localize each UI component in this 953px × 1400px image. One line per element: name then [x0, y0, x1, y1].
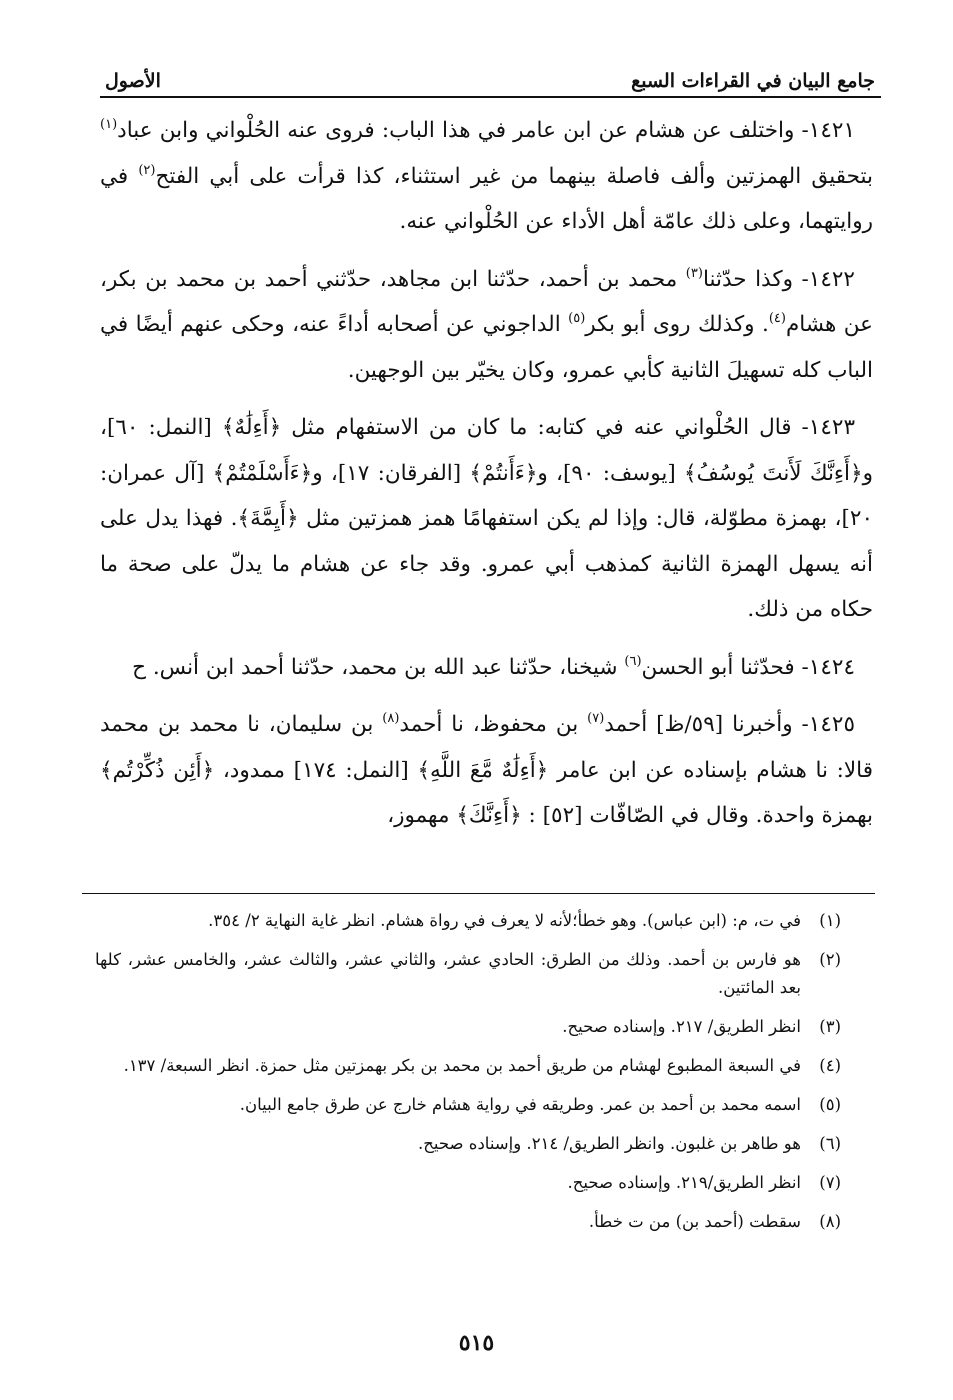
footnote-2: (٢)هو فارس بن أحمد. وذلك من الطرق: الحادي عشر، والثاني عشر، والثالث عشر، والخامس عشر، كلها بعد المائتين. [95, 950, 841, 997]
running-header [105, 52, 875, 92]
page-number: ٥١٥ [458, 1330, 495, 1356]
quran-quote: ﴿أَئِن ذُكِّرْتُم﴾ [100, 757, 215, 783]
quran-quote: ﴿ءَأَنتُمْ﴾ [469, 460, 538, 486]
paragraph-1424: ١٤٢٤- فحدّثنا أبو الحسن$^{(٦)}$ شيخنا، حدّثنا عبد الله بن محمد، حدّثنا أحمد ابن أنس. ح [132, 653, 855, 680]
footnote-separator [82, 893, 875, 894]
quran-quote: ﴿ءَأَسْلَمْتُمْ﴾ [212, 460, 313, 486]
section-title: الأصول [105, 70, 161, 92]
footnote-7: (٧)انظر الطريق/٢١٩. وإسناده صحيح. [567, 1173, 841, 1192]
quran-quote: ﴿أَءِلَٰهٌ مَّعَ اللَّهِ﴾ [417, 757, 549, 783]
quran-quote: ﴿أَءِنَّكَ﴾ [456, 803, 522, 828]
quran-quote: ﴿أَيِمَّةَ﴾ [237, 506, 299, 531]
footnote-ref-2: (٢) [138, 162, 156, 178]
header-rule [100, 96, 881, 98]
footnote-4: (٤)في السبعة المطبوع لهشام من طريق أحمد بن محمد بن بكر بهمزتين مثل حمزة. انظر السبعة/ ١٣٧. [123, 1056, 841, 1075]
footnote-ref-1: (١) [100, 117, 118, 132]
footnote-3: (٣)انظر الطريق/ ٢١٧. وإسناده صحيح. [562, 1017, 841, 1036]
footnote-8: (٨)سقطت (أحمد بن) من ت خطأ. [588, 1212, 841, 1231]
footnote-5: (٥)اسمه محمد بن أحمد بن عمر. وطريقه في رواية هشام خارج عن طرق جامع البيان. [239, 1095, 841, 1114]
footnote-ref-4: (٤) [768, 311, 786, 326]
paragraph-1421: ١٤٢١- واختلف عن هشام عن ابن عامر في هذا الباب: فروى عنه الحُلْواني وابن عباد$^{(١)}$ بتحقيق الهمزتين وألف فاصلة بينهما من غير استثناء، كذا قرأت على أبي الفتح$^{(٢)}$ في روايتهما، وعلى ذلك عامّة أهل الأداء عن الحُلْواني عنه. [100, 117, 873, 234]
quran-quote: ﴿أَءِنَّكَ لَأَنتَ يُوسُفُ﴾ [684, 460, 863, 486]
footnote-ref-8: (٨) [382, 711, 400, 726]
paragraph-1425: ١٤٢٥- وأخبرنا [٥٩/ظ] أحمد$^{(٧)}$ بن محفوظ، نا أحمد$^{(٨)}$ بن سليمان، نا محمد بن محمد قالا: نا هشام بإسناده عن ابن عامر ﴿أَءِلَٰهٌ مَّعَ اللَّهِ﴾ [النمل: ١٧٤] ممدود، ﴿أَئِن ذُكِّرْتُم﴾ بهمزة واحدة. وقال في الصّافّات [٥٢] : ﴿أَءِنَّكَ﴾ مهموز، [100, 711, 874, 828]
footnote-ref-3: (٣) [685, 265, 703, 281]
main-text [100, 108, 873, 839]
quran-quote: ﴿أَءِلَٰهٌ﴾ [221, 415, 282, 440]
footnote-1: (١)في ت، م: (ابن عباس). وهو خطأ؛لأنه لا يعرف في رواة هشام. انظر غاية النهاية ٢/ ٣٥٤. [208, 911, 841, 930]
footnote-6: (٦)هو طاهر بن غلبون. وانظر الطريق/ ٢١٤. وإسناده صحيح. [418, 1134, 841, 1153]
paragraph-1422: ١٤٢٢- وكذا حدّثنا$^{(٣)}$ محمد بن أحمد، حدّثنا ابن مجاهد، حدّثني أحمد بن محمد بن بكر، عن هشام$^{(٤)}$. وكذلك روى أبو بكر$^{(٥)}$ الداجوني عن أصحابه أداءً عنه، وحكى عنهم أيضًا في الباب كله تسهيلَ الثانية كأبي عمرو، وكان يخيّر بين الوجهين. [100, 265, 873, 383]
paragraph-1423: ١٤٢٣- قال الحُلْواني عنه في كتابه: ما كان من الاستفهام مثل ﴿أَءِلَٰهٌ﴾ [النمل: ٦٠]، و﴿أَءِنَّكَ لَأَنتَ يُوسُفُ﴾ [يوسف: ٩٠]، و﴿ءَأَنتُمْ﴾ [الفرقان: ١٧]، و﴿ءَأَسْلَمْتُمْ﴾ [آل عمران: ٢٠]، بهمزة مطوّلة، قال: وإذا لم يكن استفهامًا همز همزتين مثل ﴿أَيِمَّةَ﴾. فهذا يدل على أنه يسهل الهمزة الثانية كمذهب أبي عمرو. وقد جاء عن هشام ما يدلّ على صحة ما حكاه من ذلك. [100, 415, 873, 622]
footnote-ref-7: (٧) [587, 711, 605, 726]
footnote-ref-6: (٦) [624, 653, 642, 669]
footnotes [95, 907, 841, 1236]
book-title: جامع البيان في القراءات السبع [631, 70, 875, 92]
footnote-ref-5: (٥) [568, 311, 586, 326]
